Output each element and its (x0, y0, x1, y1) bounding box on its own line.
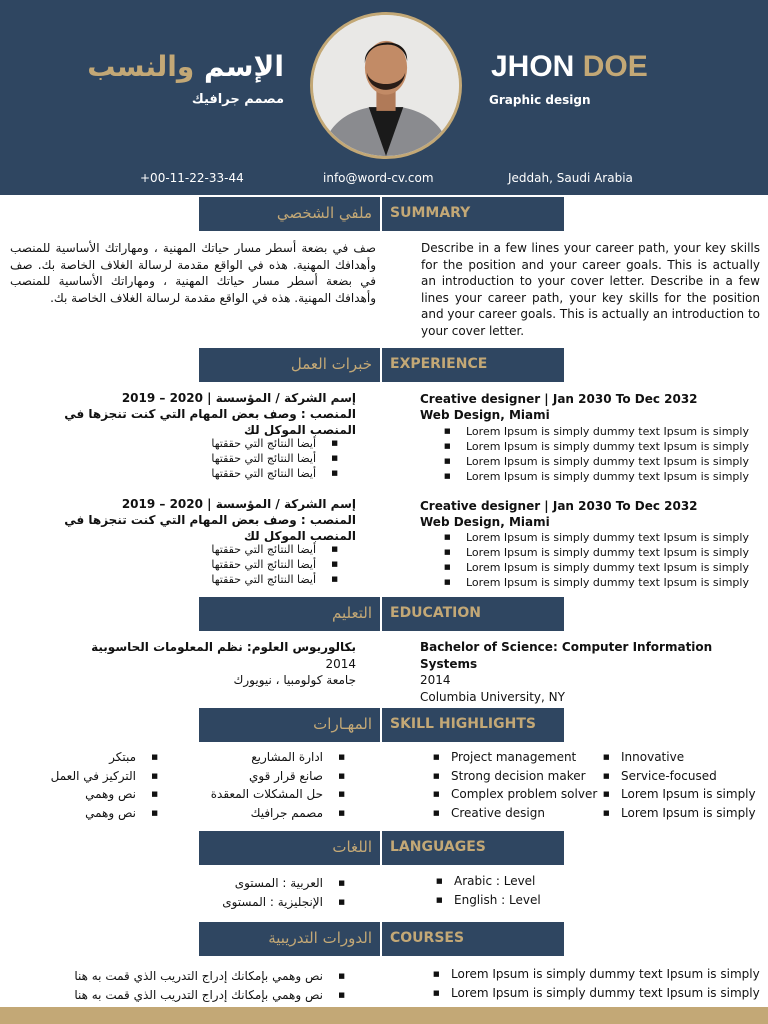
exp-ar-2-company: إسم الشركة / المؤسسة | 2020 – 2019 (121, 497, 356, 511)
section-courses-ar: الدورات التدريبية (268, 929, 372, 947)
list-item: ■ أيضا النتائج التي حققتها (211, 451, 338, 466)
education-ar-degree: بكالوريوس العلوم: نظم المعلومات الحاسوبية (91, 640, 356, 654)
education-en-year: 2014 (420, 673, 451, 687)
list-item: ■ Lorem Ipsum is simply (603, 804, 756, 823)
list-item: ■ Strong decision maker (433, 767, 597, 786)
name-en-first: JHON (491, 50, 575, 83)
exp-ar-1-header (30, 390, 356, 438)
education-ar (30, 639, 356, 689)
list-item: ■ Lorem Ipsum is simply dummy text Ipsum is simply (444, 560, 749, 575)
exp-en-1-company: Web Design, Miami (420, 408, 550, 422)
section-summary (199, 197, 564, 231)
section-experience-ar: خبرات العمل (290, 355, 372, 373)
summary-en: Describe in a few lines your career path, your key skills for the position and your career goals. This is actually an introduction to your cover letter. Describe in a few lines your career path, your key skills for the position and your career goals. This is actually an introduction to your cover letter. (421, 241, 760, 338)
list-item: ■ Lorem Ipsum is simply dummy text Ipsum is simply (444, 454, 749, 469)
list-item: ■ التركيز في العمل (51, 767, 158, 786)
list-item: ■ حل المشكلات المعقدة (211, 785, 345, 804)
job-title-en: Graphic design (489, 93, 591, 107)
list-item: ■ العربية : المستوى (222, 874, 345, 893)
list-item: ■ ادارة المشاريع (211, 748, 345, 767)
courses-en (433, 965, 760, 1002)
exp-en-2-bullets (444, 530, 749, 590)
list-item: ■ Lorem Ipsum is simply dummy text Ipsum is simply (444, 575, 749, 590)
education-en-school: Columbia University, NY (420, 689, 565, 704)
skills-en-col2 (603, 748, 756, 822)
education-en-degree: Bachelor of Science: Computer Information Systems (420, 640, 713, 671)
exp-ar-1-bullets (211, 436, 338, 481)
section-summary-en: SUMMARY (390, 205, 471, 221)
list-item: ■ مصمم جرافيك (211, 804, 345, 823)
section-divider (380, 197, 382, 231)
list-item: ■ صانع قرار قوي (211, 767, 345, 786)
list-item: ■ نص وهمي بإمكانك إدراج التدريب الذي قمت به هنا (74, 967, 345, 986)
exp-ar-1-company: إسم الشركة / المؤسسة | 2020 – 2019 (121, 391, 356, 405)
list-item: ■ Lorem Ipsum is simply dummy text Ipsum is simply (444, 530, 749, 545)
section-skills-en: SKILL HIGHLIGHTS (390, 716, 536, 732)
exp-en-2-company: Web Design, Miami (420, 515, 550, 529)
section-summary-ar: ملفي الشخصي (276, 204, 372, 222)
name-en (491, 50, 648, 84)
section-divider (380, 831, 382, 865)
education-en (420, 639, 760, 705)
section-experience-en: EXPERIENCE (390, 356, 488, 372)
list-item: ■ أيضا النتائج التي حققتها (211, 466, 338, 481)
profile-photo (310, 12, 462, 159)
education-ar-school: جامعة كولومبيا ، نيويورك (233, 673, 356, 687)
list-item: ■ أيضا النتائج التي حققتها (211, 542, 338, 557)
exp-ar-2-bullets (211, 542, 338, 587)
list-item: ■ Complex problem solver (433, 785, 597, 804)
list-item: ■ نص وهمي (51, 785, 158, 804)
list-item: ■ Lorem Ipsum is simply dummy text Ipsum is simply (433, 984, 760, 1003)
list-item: ■ نص وهمي (51, 804, 158, 823)
job-title-ar: مصمم جرافيك (191, 92, 284, 107)
exp-en-1-header (420, 391, 760, 423)
section-divider (380, 348, 382, 382)
section-education-ar: التعليم (332, 604, 372, 622)
list-item: ■ Creative design (433, 804, 597, 823)
list-item: ■ أيضا النتائج التي حققتها (211, 557, 338, 572)
section-divider (380, 708, 382, 742)
list-item: ■ Arabic : Level (436, 872, 541, 891)
exp-en-1-bullets (444, 424, 749, 484)
list-item: ■ نص وهمي بإمكانك إدراج التدريب الذي قمت به هنا (74, 986, 345, 1005)
section-languages-en: LANGUAGES (390, 839, 486, 855)
list-item: ■ Lorem Ipsum is simply dummy text Ipsum is simply (444, 424, 749, 439)
section-languages (199, 831, 564, 865)
list-item: ■ مبتكر (51, 748, 158, 767)
contact-phone: +00-11-22-33-44 (140, 171, 244, 185)
exp-en-2-role: Creative designer | Jan 2030 To Dec 2032 (420, 499, 698, 513)
list-item: ■ أيضا النتائج التي حققتها (211, 572, 338, 587)
exp-ar-1-position: المنصب : وصف بعض المهام التي كنت تنجزها في المنصب الموكل لك (64, 407, 356, 437)
section-courses (199, 922, 564, 956)
section-education (199, 597, 564, 631)
education-ar-year: 2014 (325, 656, 356, 671)
skills-en-col1 (433, 748, 597, 822)
section-divider (380, 922, 382, 956)
section-languages-ar: اللغات (332, 838, 372, 856)
name-ar-last: والنسب (87, 50, 195, 83)
list-item: ■ English : Level (436, 891, 541, 910)
list-item: ■ Project management (433, 748, 597, 767)
section-education-en: EDUCATION (390, 605, 481, 621)
skills-ar-col1 (211, 748, 345, 822)
exp-ar-2-position: المنصب : وصف بعض المهام التي كنت تنجزها في المنصب الموكل لك (64, 513, 356, 543)
list-item: ■ الإنجليزية : المستوى (222, 893, 345, 912)
person-icon (313, 15, 459, 156)
section-skills-ar: المهـارات (313, 715, 372, 733)
section-courses-en: COURSES (390, 930, 465, 946)
section-experience (199, 348, 564, 382)
contact-email: info@word-cv.com (323, 171, 434, 185)
name-en-last: DOE (582, 50, 648, 83)
list-item: ■ Lorem Ipsum is simply dummy text Ipsum is simply (444, 545, 749, 560)
section-divider (380, 597, 382, 631)
name-ar-first: الإسم (204, 50, 284, 83)
contact-location: Jeddah, Saudi Arabia (508, 171, 633, 185)
name-ar (87, 50, 284, 83)
list-item: ■ Service-focused (603, 767, 756, 786)
list-item: ■ Lorem Ipsum is simply dummy text Ipsum is simply (444, 439, 749, 454)
exp-en-1-role: Creative designer | Jan 2030 To Dec 2032 (420, 392, 698, 406)
exp-ar-2-header (30, 496, 356, 544)
skills-ar-col2 (51, 748, 158, 822)
section-skills (199, 708, 564, 742)
exp-en-2-header (420, 498, 760, 530)
languages-en (436, 872, 541, 909)
list-item: ■ Innovative (603, 748, 756, 767)
list-item: ■ Lorem Ipsum is simply (603, 785, 756, 804)
list-item: ■ Lorem Ipsum is simply dummy text Ipsum is simply (444, 469, 749, 484)
courses-ar (74, 967, 345, 1004)
languages-ar (222, 874, 345, 911)
summary-ar: صف في بضعة أسطر مسار حياتك المهنية ، ومهاراتك الأساسية للمنصب وأهدافك المهنية. هذه في الواقع مقدمة لرسالة الغلاف الخاصة بك. صف في بضعة أسطر مسار حياتك المهنية ، ومهاراتك الأساسية للمنصب وأهدافك المهنية. هذه في الواقع مقدمة لرسالة الغلاف الخاصة بك. (10, 241, 376, 305)
header (0, 0, 768, 195)
footer-bar (0, 1007, 768, 1024)
list-item: ■ Lorem Ipsum is simply dummy text Ipsum is simply (433, 965, 760, 984)
list-item: ■ أيضا النتائج التي حققتها (211, 436, 338, 451)
